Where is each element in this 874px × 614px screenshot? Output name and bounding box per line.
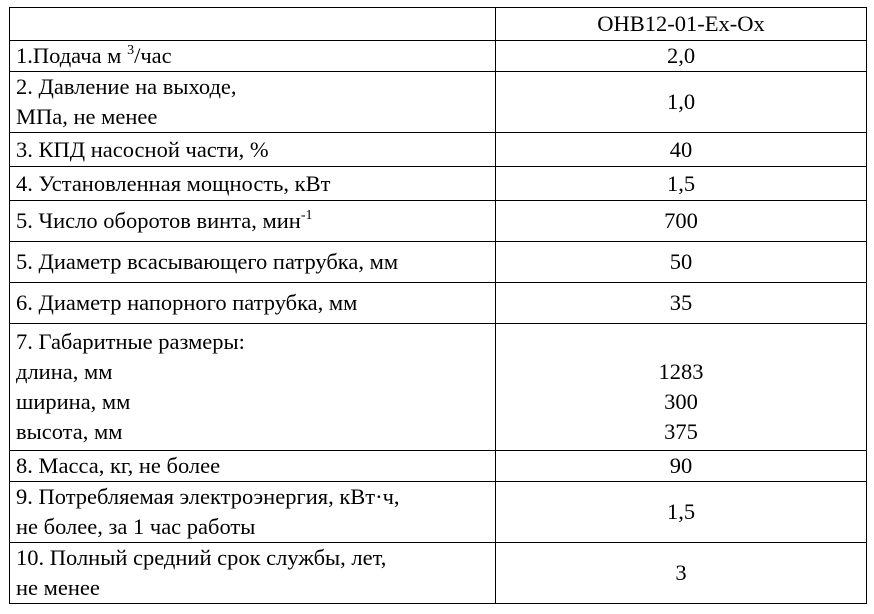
table-row-discharge-diameter xyxy=(10,283,867,324)
table-header-row xyxy=(10,8,867,41)
param-text-suffix: /час xyxy=(134,43,172,68)
param-line: МПа, не менее xyxy=(16,104,158,129)
value-line: 300 xyxy=(664,389,698,414)
header-param-cell xyxy=(10,8,496,41)
param-cell xyxy=(10,201,496,242)
param-line: 2. Давление на выходе, xyxy=(16,74,237,99)
value-cell: 1,5 xyxy=(496,167,867,201)
value-cell: 3 xyxy=(496,543,867,604)
value-line: 1283 xyxy=(658,359,704,384)
table-row-mass xyxy=(10,451,867,482)
param-cell xyxy=(10,41,496,72)
param-line: 10. Полный средний срок службы, лет, xyxy=(16,545,387,570)
table-row-flow-rate xyxy=(10,41,867,72)
param-cell: 4. Установленная мощность, кВт xyxy=(10,167,496,201)
param-cell xyxy=(10,324,496,451)
value-cell: 35 xyxy=(496,283,867,324)
table-row-service-life xyxy=(10,543,867,604)
param-cell: 6. Диаметр напорного патрубка, мм xyxy=(10,283,496,324)
table-row-energy-consumption xyxy=(10,482,867,543)
param-cell: 3. КПД насосной части, % xyxy=(10,133,496,167)
value-cell: 1,5 xyxy=(496,482,867,543)
value-cell: 90 xyxy=(496,451,867,482)
param-line: не менее xyxy=(16,575,100,600)
value-cell: 2,0 xyxy=(496,41,867,72)
param-line: высота, мм xyxy=(16,419,123,444)
param-line: 7. Габаритные размеры: xyxy=(16,329,245,354)
value-line: 375 xyxy=(664,419,698,444)
param-line: не более, за 1 час работы xyxy=(16,514,256,539)
param-cell xyxy=(10,72,496,133)
value-cell: 40 xyxy=(496,133,867,167)
table-row-suction-diameter xyxy=(10,242,867,283)
specifications-table xyxy=(9,7,867,604)
value-cell: 700 xyxy=(496,201,867,242)
param-cell xyxy=(10,543,496,604)
value-cell: 1,0 xyxy=(496,72,867,133)
table-row-power xyxy=(10,167,867,201)
param-superscript: -1 xyxy=(300,208,313,223)
table-row-dimensions xyxy=(10,324,867,451)
table-row-screw-speed xyxy=(10,201,867,242)
param-line: 9. Потребляемая электроэнергия, кВт·ч, xyxy=(16,484,400,509)
param-cell xyxy=(10,482,496,543)
value-spacer xyxy=(502,327,860,357)
value-cell xyxy=(496,324,867,451)
param-text: 1.Подача м xyxy=(16,43,128,68)
header-model-cell: ОНВ12-01-Ex-Ox xyxy=(496,8,867,41)
table-row-outlet-pressure xyxy=(10,72,867,133)
value-cell: 50 xyxy=(496,242,867,283)
param-cell: 8. Масса, кг, не более xyxy=(10,451,496,482)
table-row-efficiency xyxy=(10,133,867,167)
param-superscript: 3 xyxy=(127,43,135,58)
param-line: ширина, мм xyxy=(16,389,131,414)
param-line: длина, мм xyxy=(16,359,113,384)
param-text: 5. Число оборотов винта, мин xyxy=(16,208,301,233)
param-cell: 5. Диаметр всасывающего патрубка, мм xyxy=(10,242,496,283)
